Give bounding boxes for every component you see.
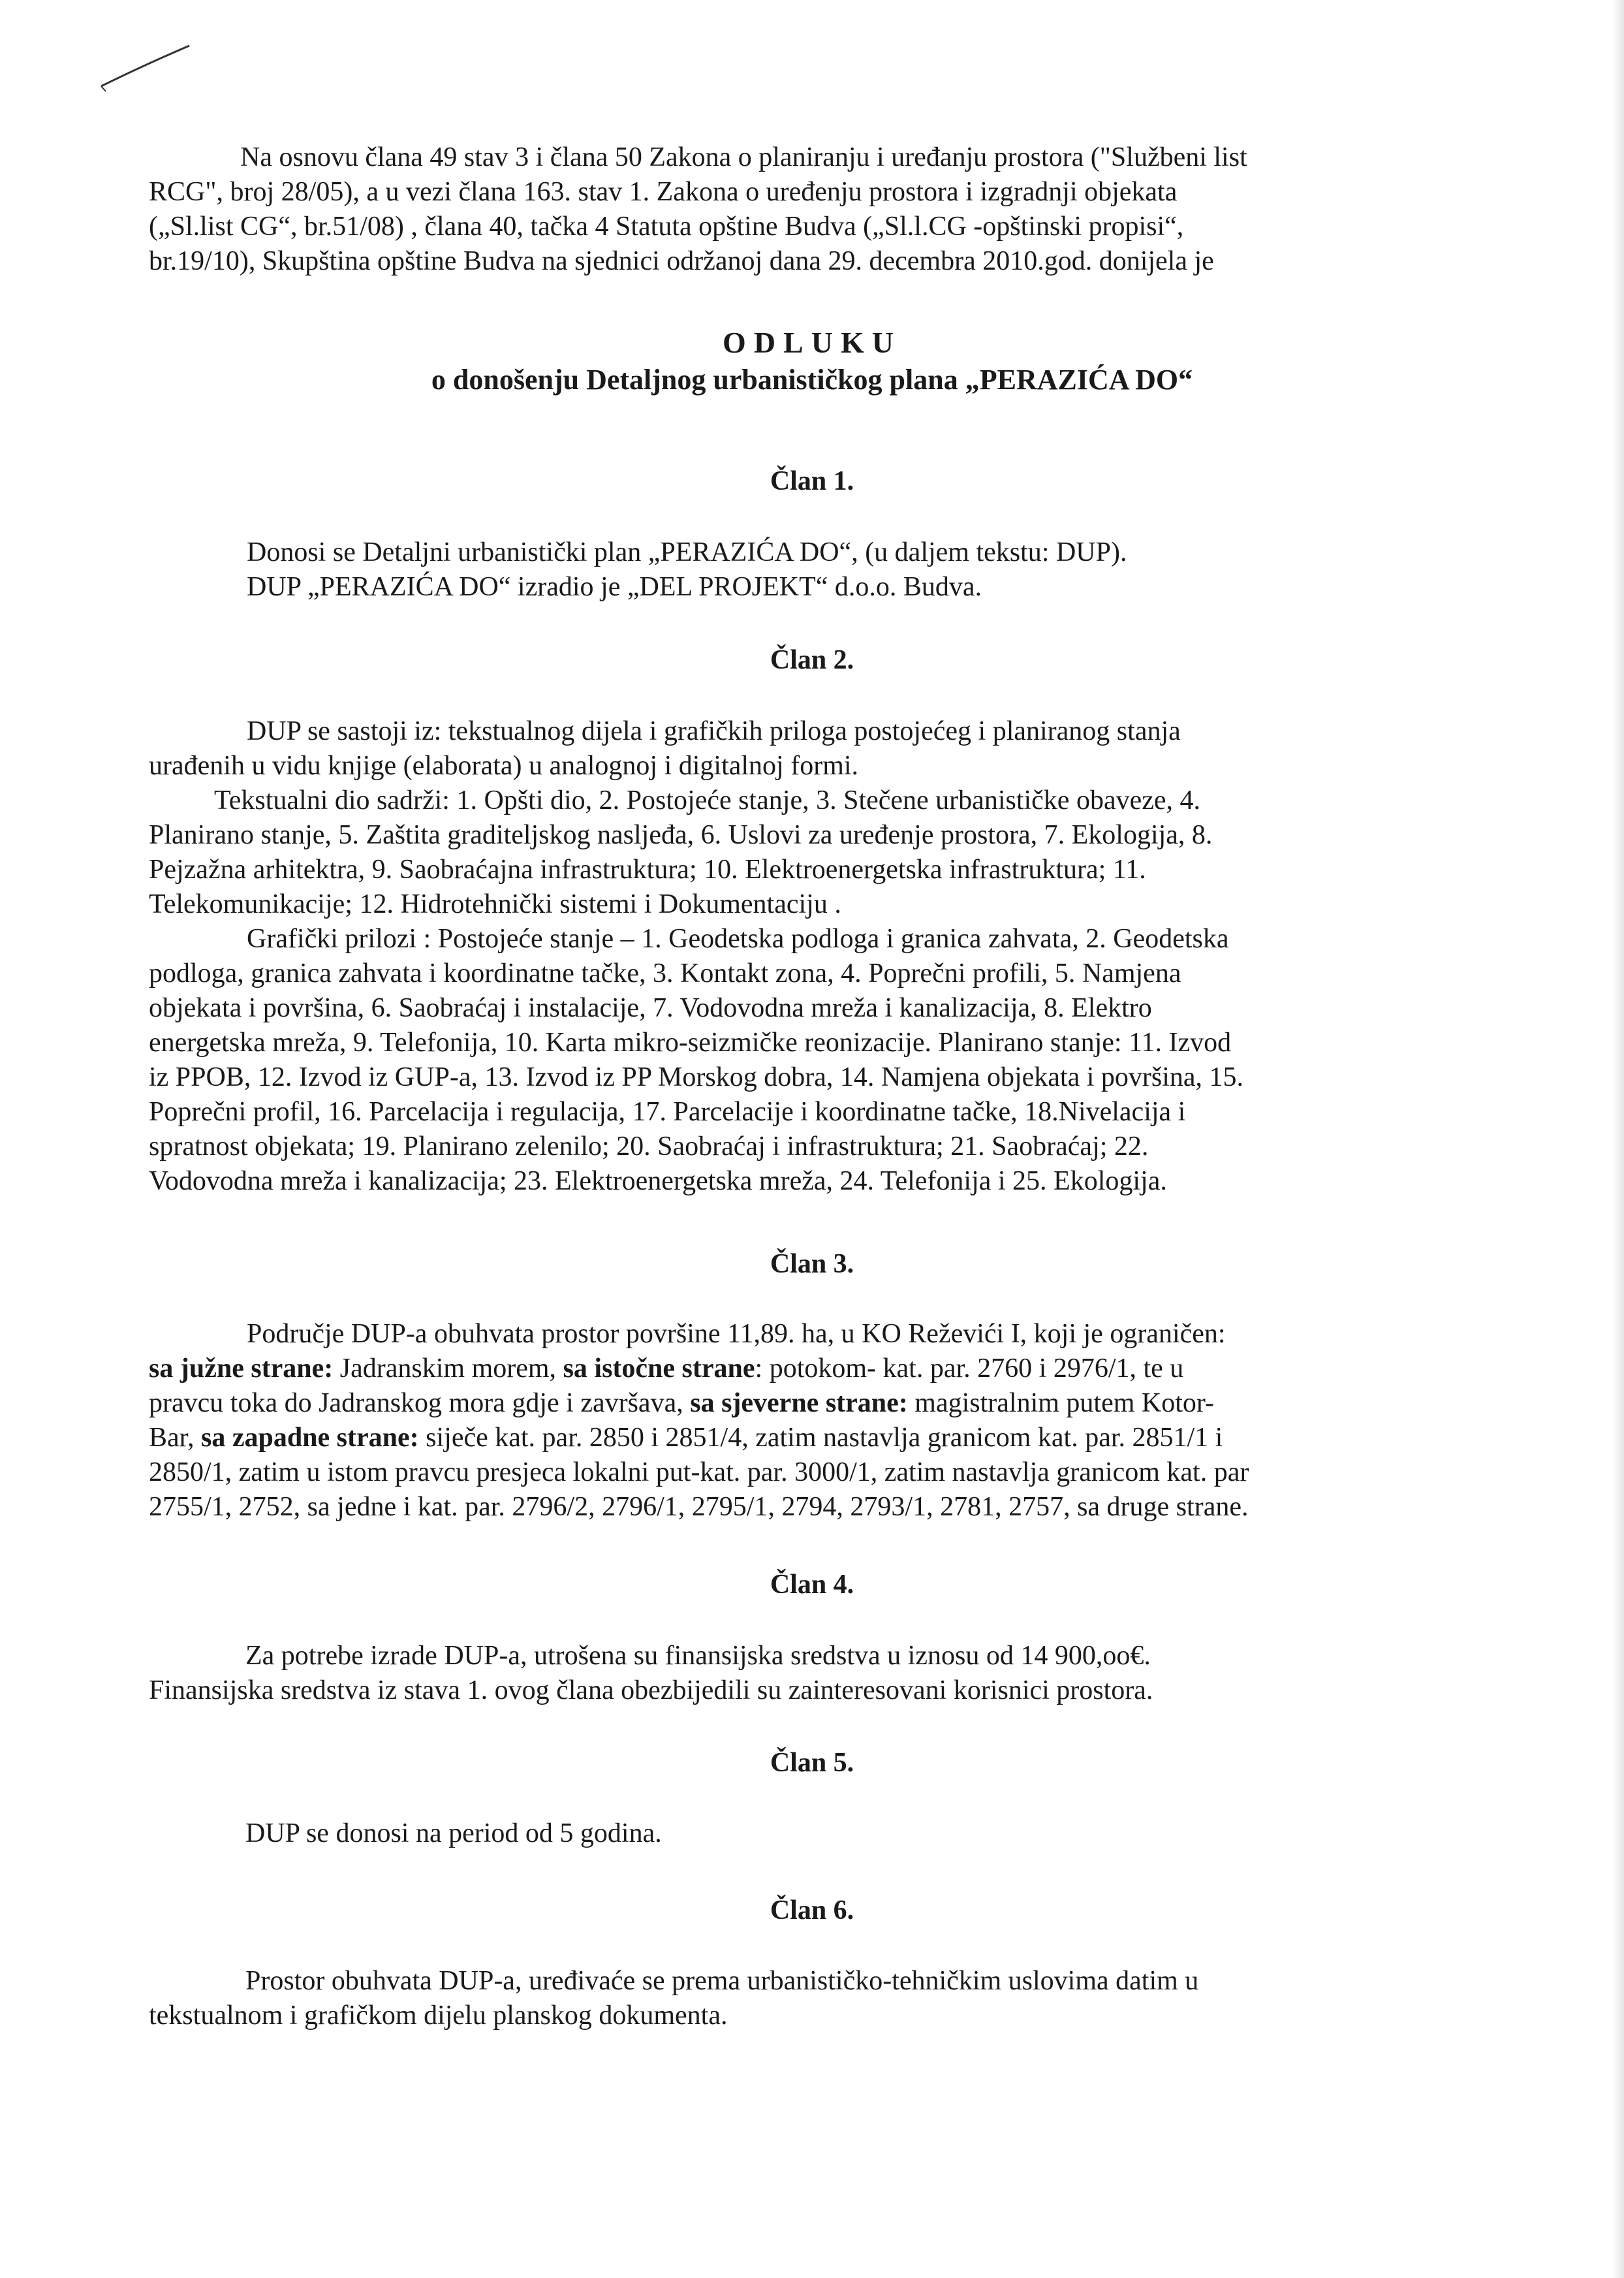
clan-3-bold-west: sa zapadne strane: (200, 1423, 419, 1453)
clan-4-line: Za potrebe izrade DUP-a, utrošena su finansijska sredstva u iznosu od 14 900,oo€. (245, 1641, 1151, 1671)
clan-2-text (149, 714, 1389, 1199)
clan-2-line: Grafički prilozi : Postojeće stanje – 1. Geodetska podloga i granica zahvata, 2. Geodetska (247, 924, 1229, 954)
clan-4-text (149, 1639, 1389, 1708)
preamble-line: br.19/10), Skupština opštine Budva na sjednici održanoj dana 29. decembra 2010.god. donijela je (149, 246, 1214, 276)
clan-4-line: Finansijska sredstva iz stava 1. ovog člana obezbijedili su zainteresovani korisnici prostora. (149, 1675, 1153, 1705)
clan-2-line: energetska mreža, 9. Telefonija, 10. Karta mikro-seizmičke reonizacije. Planirano stanje: 11. Izvod (149, 1028, 1232, 1058)
preamble-line: Na osnovu člana 49 stav 3 i člana 50 Zakona o planiranju i uređanju prostora ("Službeni list (240, 142, 1247, 172)
preamble-line: („Sl.list CG“, br.51/08) , člana 40, tačka 4 Statuta opštine Budva („Sl.l.CG -opštinski propisi“, (149, 212, 1184, 242)
clan-1-text (247, 535, 1487, 605)
clan-3-line: 2755/1, 2752, sa jedne i kat. par. 2796/2, 2796/1, 2795/1, 2794, 2793/1, 2781, 2757, sa druge strane. (149, 1492, 1249, 1522)
clan-2-line: iz PPOB, 12. Izvod iz GUP-a, 13. Izvod iz PP Morskog dobra, 14. Namjena objekata i površina, 15. (149, 1062, 1244, 1092)
preamble (240, 140, 1402, 175)
clan-3-text-part: pravcu toka do Jadranskog mora gdje i završava, (149, 1388, 691, 1418)
clan-3-line: Područje DUP-a obuhvata prostor površine 11,89. ha, u KO Reževići I, koji je ograničen: (247, 1319, 1226, 1349)
clan-1-line: Donosi se Detaljni urbanistički plan „PERAZIĆA DO“, (u daljem tekstu: DUP). (247, 537, 1127, 567)
clan-2-line: Vodovodna mreža i kanalizacija; 23. Elektroenergetska mreža, 24. Telefonija i 25. Ekologija. (149, 1166, 1167, 1196)
clan-2-line: Pejzažna arhitektra, 9. Saobraćajna infrastruktura; 10. Elektroenergetska infrastruktura; 11. (149, 855, 1146, 885)
clan-2-line: Poprečni profil, 16. Parcelacija i regulacija, 17. Parcelacije i koordinatne tačke, 18.Nivelacija i (149, 1097, 1186, 1127)
clan-3-line: 2850/1, zatim u istom pravcu presjeca lokalni put-kat. par. 3000/1, zatim nastavlja granicom kat. par (149, 1457, 1249, 1487)
preamble-continued (149, 175, 1389, 279)
clan-6-heading: Član 6. (770, 1895, 854, 1925)
clan-2-line: DUP se sastoji iz: tekstualnog dijela i grafičkih priloga postojećeg i planiranog stanja (247, 716, 1181, 746)
clan-3-bold-east: sa istočne strane (563, 1353, 755, 1384)
clan-6-line: tekstualnom i grafičkom dijelu planskog dokumenta. (149, 2001, 728, 2031)
clan-3-text-part: Bar, (149, 1423, 201, 1453)
preamble-line: RCG", broj 28/05), a u vezi člana 163. stav 1. Zakona o uređenju prostora i izgradnji objekata (149, 177, 1178, 207)
clan-2-line: Telekomunikacije; 12. Hidrotehnički sistemi i Dokumentaciju . (149, 889, 841, 919)
pen-stroke-mark (98, 39, 196, 98)
clan-2-heading: Član 2. (770, 645, 854, 675)
document-title: ODLUKU (723, 326, 901, 359)
clan-1-line: DUP „PERAZIĆA DO“ izradio je „DEL PROJEKT“ d.o.o. Budva. (247, 572, 982, 602)
clan-5-line: DUP se donosi na period od 5 godina. (245, 1818, 662, 1848)
clan-3-text-part: Jadranskim morem, (333, 1353, 563, 1384)
clan-3-bold-south: sa južne strane: (149, 1353, 334, 1384)
clan-4-heading: Član 4. (770, 1570, 854, 1600)
clan-3-heading: Član 3. (770, 1249, 854, 1279)
clan-3-line (149, 1386, 1389, 1421)
clan-3-line (149, 1352, 1389, 1386)
clan-1-heading: Član 1. (770, 466, 854, 496)
clan-3-line (149, 1421, 1389, 1455)
clan-3-text-part: : potokom- kat. par. 2760 i 2976/1, te u (755, 1353, 1184, 1384)
clan-3-text-part: magistralnim putem Kotor- (907, 1388, 1215, 1418)
clan-2-line: Planirano stanje, 5. Zaštita graditeljskog nasljeđa, 6. Uslovi za uređenje prostora, 7. Ekologija, 8. (149, 820, 1213, 850)
clan-2-line: urađenih u vidu knjige (elaborata) u analognoj i digitalnoj formi. (149, 751, 859, 781)
clan-5-text (149, 1816, 1389, 1851)
clan-3-text (149, 1317, 1389, 1525)
clan-3-bold-north: sa sjeverne strane: (690, 1388, 908, 1418)
clan-6-line: Prostor obuhvata DUP-a, uređivaće se prema urbanističko-tehničkim uslovima datim u (245, 1966, 1199, 1996)
clan-6-text (149, 1964, 1389, 2033)
clan-5-heading: Član 5. (770, 1748, 854, 1778)
document-subtitle: o donošenju Detaljnog urbanističkog plana „PERAZIĆA DO“ (431, 364, 1193, 396)
clan-2-line: spratnost objekata; 19. Planirano zelenilo; 20. Saobraćaj i infrastruktura; 21. Saobraćaj; 22. (149, 1131, 1149, 1162)
clan-2-line: objekata i površina, 6. Saobraćaj i instalacije, 7. Vodovodna mreža i kanalizacija, 8. Elektro (149, 993, 1152, 1023)
clan-3-text-part: siječe kat. par. 2850 i 2851/4, zatim nastavlja granicom kat. par. 2851/1 i (418, 1423, 1223, 1453)
clan-2-line: Tekstualni dio sadrži: 1. Opšti dio, 2. Postojeće stanje, 3. Stečene urbanističke obaveze, 4. (214, 785, 1201, 815)
clan-2-line: podloga, granica zahvata i koordinatne tačke, 3. Kontakt zona, 4. Poprečni profili, 5. Namjena (149, 958, 1181, 989)
